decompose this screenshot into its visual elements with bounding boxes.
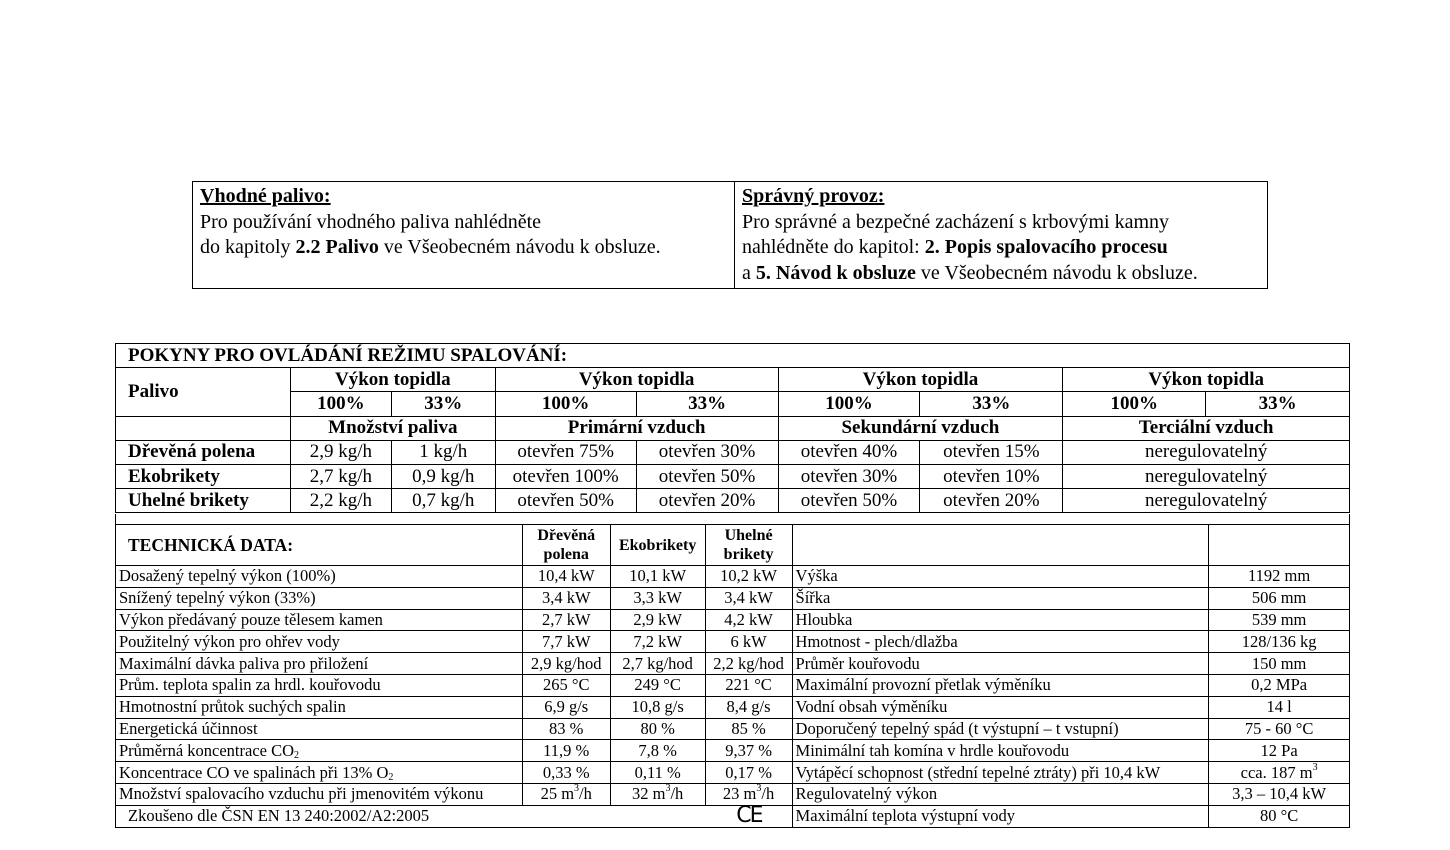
group-fuel-quantity: Množství paliva	[290, 416, 495, 440]
row-label: Snížený tepelný výkon (33%)	[116, 587, 523, 609]
row-label: Energetická účinnost	[116, 718, 523, 740]
primary-33: otevřen 50%	[636, 464, 778, 488]
primary-100: otevřen 50%	[495, 489, 636, 513]
pct-full: 100%	[778, 392, 920, 416]
secondary-100: otevřen 50%	[778, 489, 920, 513]
secondary-100: otevřen 40%	[778, 440, 920, 464]
correct-operation-line3: a 5. Návod k obsluze ve Všeobecném návodu k obsluze.	[742, 261, 1198, 284]
param-label: Vodní obsah výměníku	[792, 696, 1209, 718]
param-label: Maximální provozní přetlak výměníku	[792, 674, 1209, 696]
value-header-blank	[1209, 525, 1350, 566]
param-label: Hmotnost - plech/dlažba	[792, 631, 1209, 653]
correct-operation-cell	[735, 182, 1268, 289]
primary-100: otevřen 75%	[495, 440, 636, 464]
coal-value: 23 $m^3/h$	[705, 783, 792, 805]
coal-value: 221 °C	[705, 674, 792, 696]
wood-value: 2,7 kW	[522, 609, 610, 631]
tech-title: TECHNICKÁ DATA:	[116, 525, 523, 566]
eco-value: 7,8 %	[610, 740, 705, 762]
coal-value: 3,4 kW	[705, 587, 792, 609]
pct-low: 33%	[920, 392, 1063, 416]
row-label: Použitelný výkon pro ohřev vody	[116, 631, 523, 653]
qty-100: 2,7 kg/h	[290, 464, 391, 488]
param-value: 75 - 60 °C	[1209, 718, 1350, 740]
param-value: cca. 187 $m^3$	[1209, 762, 1350, 784]
group-secondary-air: Sekundární vzduch	[778, 416, 1063, 440]
combustion-title: POKYNY PRO OVLÁDÁNÍ REŽIMU SPALOVÁNÍ:	[116, 344, 1350, 368]
table-row	[116, 740, 1350, 762]
wood-value: 7,7 kW	[522, 631, 610, 653]
qty-100: 2,2 kg/h	[290, 489, 391, 513]
wood-value: 2,9 kg/hod	[522, 653, 610, 675]
pct-full: 100%	[1063, 392, 1206, 416]
power-header: Výkon topidla	[290, 368, 495, 392]
wood-value: 3,4 kW	[522, 587, 610, 609]
fuel-name: Ekobrikety	[116, 464, 291, 488]
wood-value: 10,4 kW	[522, 566, 610, 588]
row-label: Hmotnostní průtok suchých spalin	[116, 696, 523, 718]
row-label: Výkon předávaný pouze tělesem kamen	[116, 609, 523, 631]
fuel-name: Dřevěná polena	[116, 440, 291, 464]
tertiary: neregulovatelný	[1063, 489, 1350, 513]
coal-value: 9,37 %	[705, 740, 792, 762]
param-value: 128/136 kg	[1209, 631, 1350, 653]
param-label: Vytápěcí schopnost (střední tepelné ztráty) při 10,4 kW	[792, 762, 1209, 784]
eco-value: 32 $m^3/h$	[610, 783, 705, 805]
param-value: 14 l	[1209, 696, 1350, 718]
param-label: Výška	[792, 566, 1209, 588]
pct-low: 33%	[391, 392, 495, 416]
fuel-header: Palivo	[116, 368, 291, 416]
pct-full: 100%	[495, 392, 636, 416]
table-row	[116, 696, 1350, 718]
table-row	[116, 489, 1350, 513]
correct-operation-line1: Pro správné a bezpečné zacházení s krbovými kamny	[742, 210, 1170, 233]
suitable-fuel-heading: Vhodné palivo:	[200, 185, 331, 207]
param-label: Regulovatelný výkon	[792, 783, 1209, 805]
coal-value: 4,2 kW	[705, 609, 792, 631]
pct-low: 33%	[1206, 392, 1350, 416]
secondary-33: otevřen 15%	[920, 440, 1063, 464]
table-row	[116, 653, 1350, 675]
row-label: Maximální dávka paliva pro přiložení	[116, 653, 523, 675]
coal-value: 6 kW	[705, 631, 792, 653]
table-row	[116, 609, 1350, 631]
param-label: Průměr kouřovodu	[792, 653, 1209, 675]
param-value: 12 Pa	[1209, 740, 1350, 762]
eco-value: 10,8 g/s	[610, 696, 705, 718]
param-value: 0,2 MPa	[1209, 674, 1350, 696]
param-value: 1192 mm	[1209, 566, 1350, 588]
correct-operation-heading: Správný provoz:	[742, 185, 885, 207]
eco-value: 10,1 kW	[610, 566, 705, 588]
power-header: Výkon topidla	[778, 368, 1063, 392]
technical-data-table	[115, 514, 1350, 828]
correct-operation-line2: nahlédněte do kapitol: 2. Popis spalovacího procesu	[742, 236, 1168, 258]
table-row	[116, 762, 1350, 784]
wood-value: 265 °C	[522, 674, 610, 696]
wood-value: 83 %	[522, 718, 610, 740]
pct-low: 33%	[636, 392, 778, 416]
table-row	[116, 783, 1350, 805]
table-row	[116, 566, 1350, 588]
tested-standard: Zkoušeno dle ČSN EN 13 240:2002/A2:2005	[116, 805, 706, 827]
table-row	[116, 674, 1350, 696]
coal-value: 85 %	[705, 718, 792, 740]
wood-value: 11,9 %	[522, 740, 610, 762]
fuel-name: Uhelné brikety	[116, 489, 291, 513]
param-label: Maximální teplota výstupní vody	[792, 805, 1209, 827]
table-row	[116, 718, 1350, 740]
table-row	[116, 805, 1350, 827]
row-label: Dosažený tepelný výkon (100%)	[116, 566, 523, 588]
qty-33: 0,7 kg/h	[391, 489, 495, 513]
ce-mark-icon: CE	[705, 805, 792, 827]
primary-33: otevřen 20%	[636, 489, 778, 513]
param-header-blank	[792, 525, 1209, 566]
col-eco-header: Ekobrikety	[610, 525, 705, 566]
combustion-mode-table	[115, 343, 1350, 513]
wood-value: 0,33 %	[522, 762, 610, 784]
qty-33: 1 kg/h	[391, 440, 495, 464]
suitable-fuel-cell	[193, 182, 735, 289]
eco-value: 0,11 %	[610, 762, 705, 784]
primary-33: otevřen 30%	[636, 440, 778, 464]
table-row	[116, 587, 1350, 609]
eco-value: 249 °C	[610, 674, 705, 696]
eco-value: 2,7 kg/hod	[610, 653, 705, 675]
suitable-fuel-line2: do kapitoly 2.2 Palivo ve Všeobecném návodu k obsluze.	[200, 236, 661, 258]
secondary-100: otevřen 30%	[778, 464, 920, 488]
primary-100: otevřen 100%	[495, 464, 636, 488]
row-label: Průměrná koncentrace CO2	[116, 740, 523, 762]
coal-value: 2,2 kg/hod	[705, 653, 792, 675]
tertiary: neregulovatelný	[1063, 440, 1350, 464]
table-row	[116, 631, 1350, 653]
secondary-33: otevřen 20%	[920, 489, 1063, 513]
group-tertiary-air: Terciální vzduch	[1063, 416, 1350, 440]
col-wood-header: Dřevěná polena	[522, 525, 610, 566]
eco-value: 2,9 kW	[610, 609, 705, 631]
power-header: Výkon topidla	[1063, 368, 1350, 392]
wood-value: 25 $m^3/h$	[522, 783, 610, 805]
power-header: Výkon topidla	[495, 368, 778, 392]
param-label: Hloubka	[792, 609, 1209, 631]
eco-value: 3,3 kW	[610, 587, 705, 609]
coal-value: 10,2 kW	[705, 566, 792, 588]
param-label: Šířka	[792, 587, 1209, 609]
param-value: 3,3 – 10,4 kW	[1209, 783, 1350, 805]
group-primary-air: Primární vzduch	[495, 416, 778, 440]
qty-33: 0,9 kg/h	[391, 464, 495, 488]
coal-value: 0,17 %	[705, 762, 792, 784]
param-value: 150 mm	[1209, 653, 1350, 675]
table-row	[116, 440, 1350, 464]
wood-value: 6,9 g/s	[522, 696, 610, 718]
param-value: 539 mm	[1209, 609, 1350, 631]
table-row	[116, 464, 1350, 488]
qty-100: 2,9 kg/h	[290, 440, 391, 464]
col-coal-header: Uhelné brikety	[705, 525, 792, 566]
pct-full: 100%	[290, 392, 391, 416]
fuel-header-blank	[116, 416, 291, 440]
row-label: Množství spalovacího vzduchu při jmenovitém výkonu	[116, 783, 523, 805]
param-label: Doporučený tepelný spád (t výstupní – t vstupní)	[792, 718, 1209, 740]
suitable-fuel-line1: Pro používání vhodného paliva nahlédněte	[200, 210, 542, 233]
info-box	[192, 181, 1268, 289]
tertiary: neregulovatelný	[1063, 464, 1350, 488]
secondary-33: otevřen 10%	[920, 464, 1063, 488]
eco-value: 80 %	[610, 718, 705, 740]
row-label: Prům. teplota spalin za hrdl. kouřovodu	[116, 674, 523, 696]
param-value: 506 mm	[1209, 587, 1350, 609]
coal-value: 8,4 g/s	[705, 696, 792, 718]
row-label: Koncentrace CO ve spalinách při 13% O2	[116, 762, 523, 784]
eco-value: 7,2 kW	[610, 631, 705, 653]
param-value: 80 °C	[1209, 805, 1350, 827]
param-label: Minimální tah komína v hrdle kouřovodu	[792, 740, 1209, 762]
